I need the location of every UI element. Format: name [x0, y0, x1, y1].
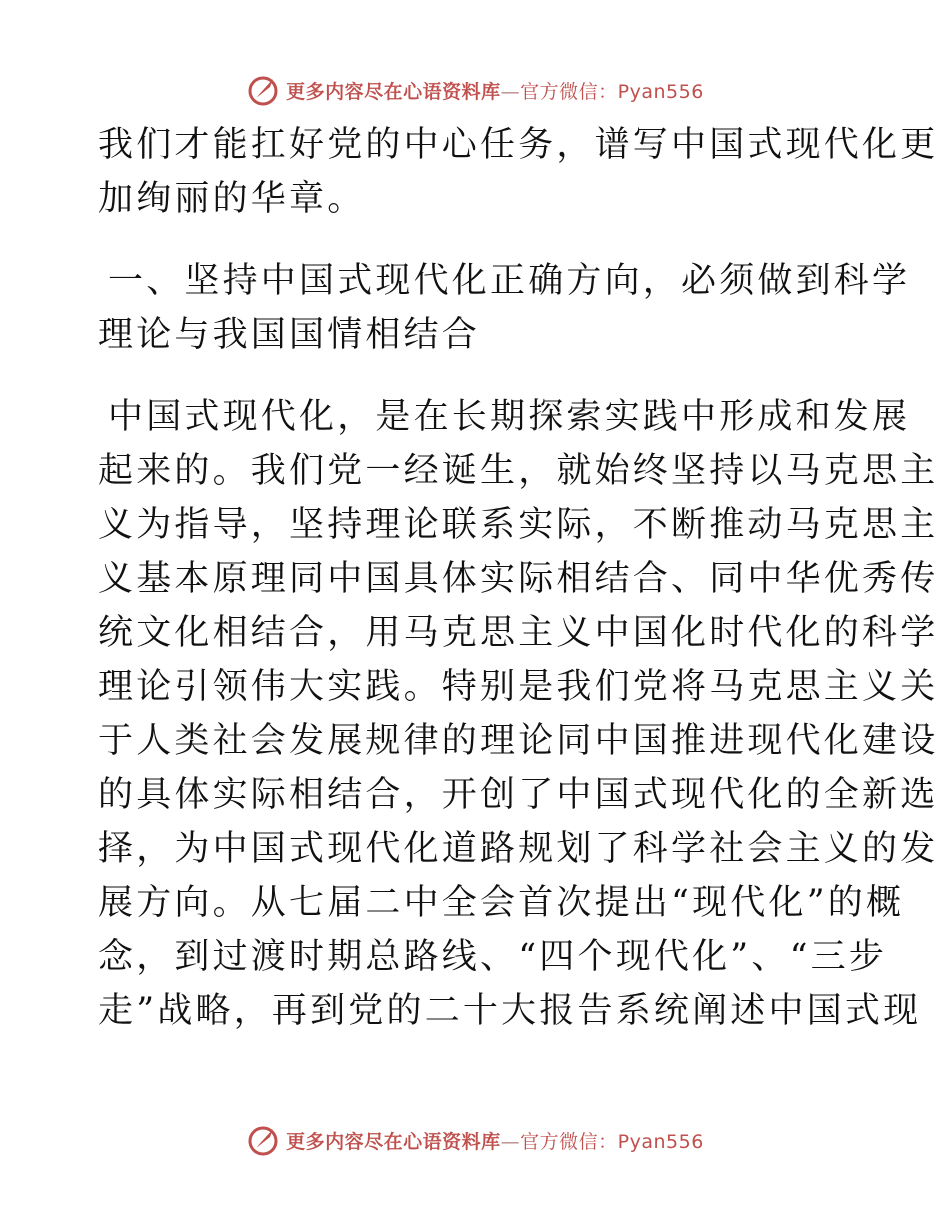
text-line: 走”战略，再到党的二十大报告系统阐述中国式现 — [98, 991, 922, 1031]
text-line: 中国式现代化，是在长期探索实践中形成和发展 — [108, 397, 911, 437]
watermark-text: 更多内容尽在心语资料库—官方微信：Pyan556 — [286, 80, 704, 103]
text-line: 我们才能扛好党的中心任务，谱写中国式现代化更 — [98, 125, 939, 165]
text-line: 的具体实际相结合，开创了中国式现代化的全新选 — [98, 775, 939, 815]
section-heading — [98, 254, 911, 362]
text-line: 统文化相结合，用马克思主义中国化时代化的科学 — [98, 613, 939, 653]
text-line: 展方向。从七届二中全会首次提出“现代化”的概 — [98, 883, 905, 923]
watermark-text: 更多内容尽在心语资料库—官方微信：Pyan556 — [286, 1130, 704, 1153]
footer-watermark — [0, 1120, 950, 1160]
paragraph — [98, 390, 939, 1038]
document-body — [98, 118, 939, 1038]
quill-pen-circle-icon — [246, 73, 280, 107]
text-line: 起来的。我们党一经诞生，就始终坚持以马克思主 — [98, 451, 939, 491]
text-line: 念，到过渡时期总路线、“四个现代化”、“三步 — [98, 937, 888, 977]
text-line: 理论引领伟大实践。特别是我们党将马克思主义关 — [98, 667, 939, 707]
text-line: 一、坚持中国式现代化正确方向，必须做到科学 — [108, 261, 911, 301]
header-watermark — [0, 70, 950, 110]
text-line: 加绚丽的华章。 — [98, 179, 366, 219]
quill-pen-circle-icon — [246, 1123, 280, 1157]
text-line: 义为指导，坚持理论联系实际，不断推动马克思主 — [98, 505, 939, 545]
paragraph — [98, 118, 939, 226]
text-line: 理论与我国国情相结合 — [98, 315, 481, 355]
text-line: 择，为中国式现代化道路规划了科学社会主义的发 — [98, 829, 939, 869]
text-line: 义基本原理同中国具体实际相结合、同中华优秀传 — [98, 559, 939, 599]
text-line: 于人类社会发展规律的理论同中国推进现代化建设 — [98, 721, 939, 761]
